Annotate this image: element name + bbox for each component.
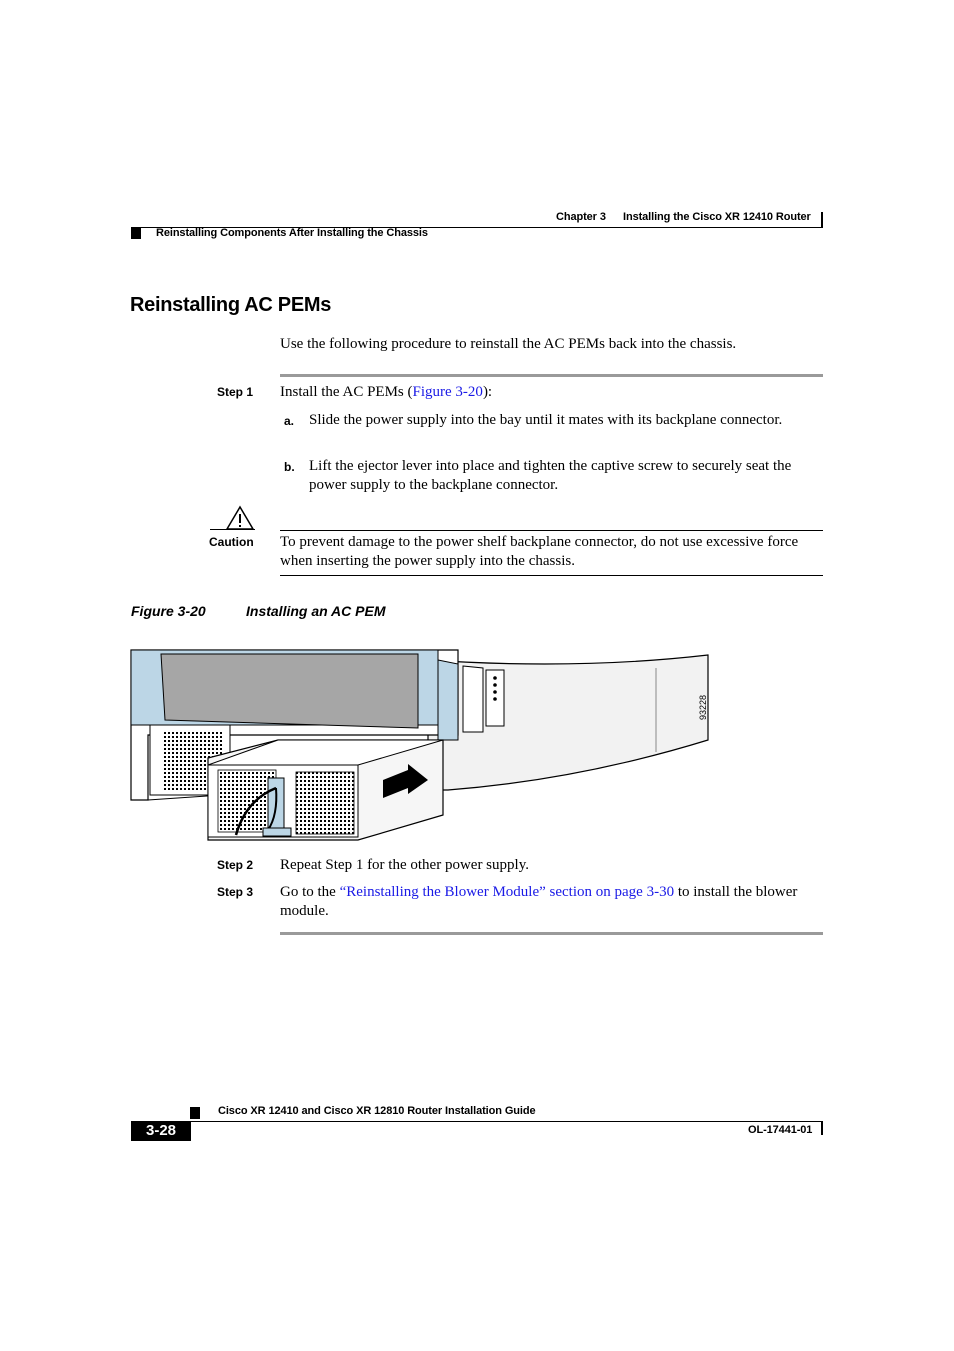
footer-right-tick [821, 1121, 823, 1135]
footer-doc-id: OL-17441-01 [748, 1124, 813, 1136]
substep-b-label: b. [284, 460, 295, 474]
header-chapter-title: Installing the Cisco XR 12410 Router [623, 211, 811, 223]
header-section: Reinstalling Components After Installing the Chassis [156, 227, 428, 239]
warning-triangle-icon [225, 505, 255, 531]
figure-link[interactable]: Figure 3-20 [412, 384, 483, 400]
step1-label: Step 1 [217, 385, 254, 399]
caution-bottom-rule [280, 575, 823, 576]
substep-b-text: Lift the ejector lever into place and tighten the captive screw to securely seat the power supply to the backplane connector. [309, 458, 792, 493]
caution-text: To prevent damage to the power shelf backplane connector, do not use excessive force when inserting the power supply into the chassis. [280, 534, 799, 569]
footer-guide-title: Cisco XR 12410 and Cisco XR 12810 Router Installation Guide [218, 1105, 536, 1117]
header-right-tick [821, 212, 823, 228]
art-id-text: 93228 [698, 694, 708, 720]
caution-icon-rule [210, 529, 255, 530]
step3-text-after: to install the blower module. [280, 884, 798, 919]
step1-text [280, 383, 492, 402]
figure-caption: Installing an AC PEM [246, 603, 386, 619]
step3-label: Step 3 [217, 885, 254, 899]
step2-text: Repeat Step 1 for the other power supply. [280, 857, 529, 873]
caution-label: Caution [209, 535, 254, 549]
page-number: 3-28 [145, 1122, 177, 1139]
step3-text [280, 883, 823, 921]
step2-label: Step 2 [217, 858, 254, 872]
page-title: Reinstalling AC PEMs [130, 294, 332, 316]
intro-text: Use the following procedure to reinstall the AC PEMs back into the chassis. [280, 336, 737, 352]
procedure-bottom-rule [280, 932, 823, 935]
caution-top-rule [280, 530, 823, 531]
procedure-top-rule [280, 374, 823, 377]
footer-block [190, 1107, 200, 1119]
ac-pem-illustration [128, 640, 718, 850]
substep-a-label: a. [284, 414, 295, 428]
footer-rule [131, 1121, 823, 1122]
substep-a-text: Slide the power supply into the bay until it mates with its backplane connector. [309, 412, 783, 428]
figure-number: Figure 3-20 [131, 603, 206, 619]
step3-text-before: Go to the [280, 884, 340, 900]
step1-text-before: Install the AC PEMs ( [280, 384, 413, 400]
step1-text-after: ): [482, 384, 493, 400]
blower-module-link[interactable]: “Reinstalling the Blower Module” section on page 3-30 [339, 884, 675, 900]
header-chapter: Chapter 3 [556, 211, 606, 223]
header-block [131, 227, 141, 239]
